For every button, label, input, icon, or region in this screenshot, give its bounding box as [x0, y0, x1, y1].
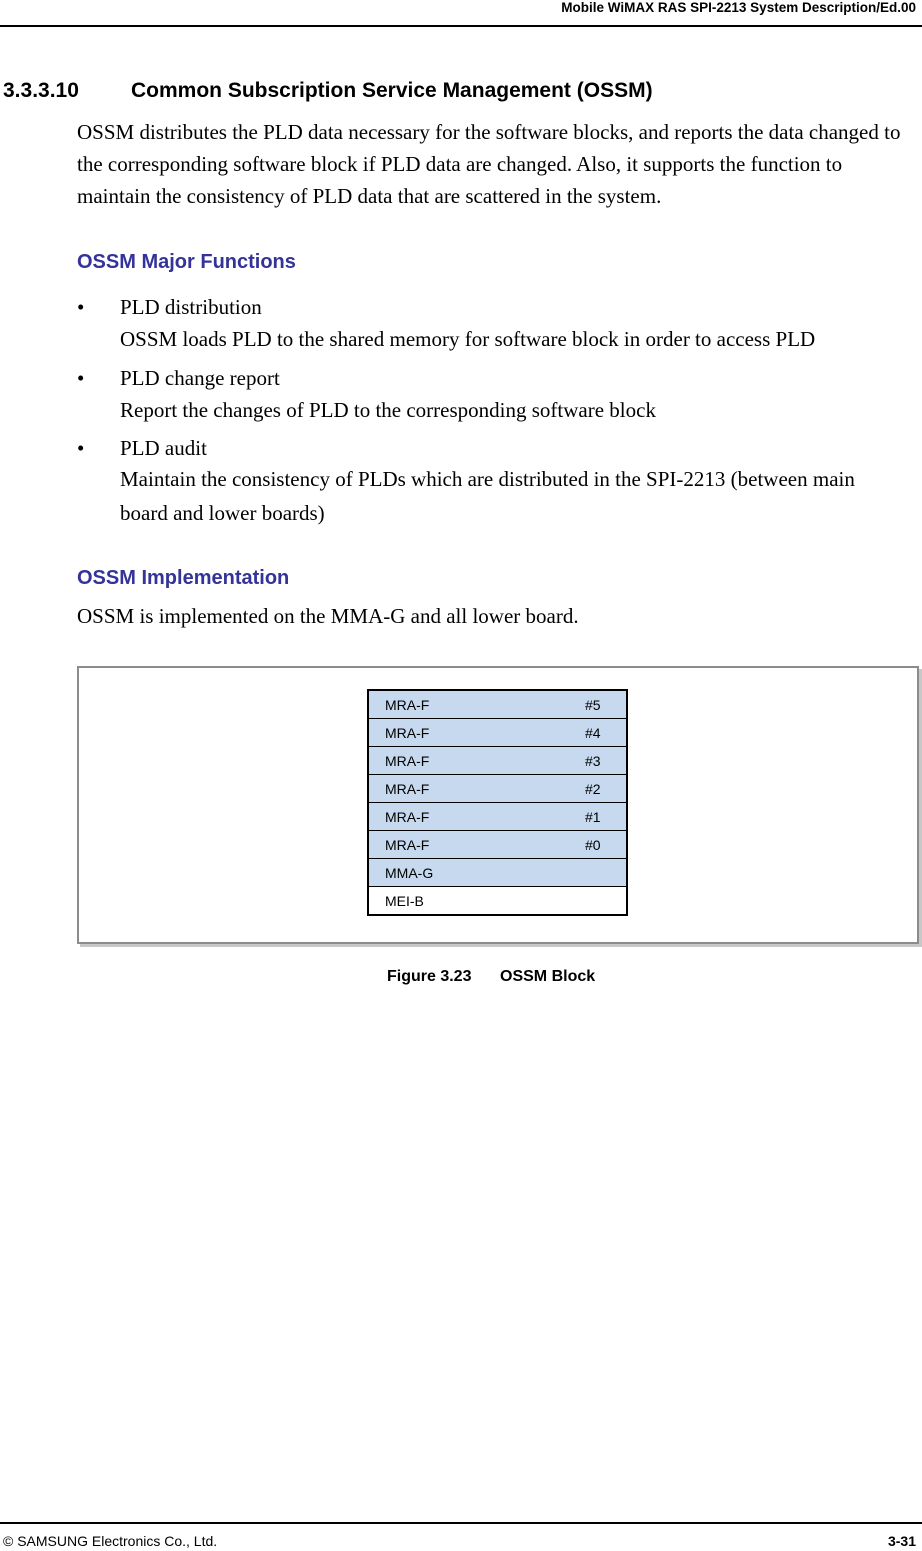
board-slot: #5 [585, 697, 601, 713]
bullet-glyph: • [77, 366, 85, 390]
figure-frame [77, 666, 919, 944]
board-block-mei-b [369, 887, 626, 914]
section-title: Common Subscription Service Management (OSSM) [131, 79, 653, 102]
bullet-description: OSSM loads PLD to the shared memory for software block in order to access PLD [120, 327, 816, 351]
bullet-title: PLD audit [120, 436, 207, 460]
board-block-mra-f-4 [369, 719, 626, 747]
board-name: MRA-F [385, 837, 430, 853]
bullet-glyph: • [77, 295, 85, 319]
section-number: 3.3.3.10 [3, 79, 79, 102]
footer-divider [0, 1522, 922, 1524]
board-slot: #2 [585, 781, 601, 797]
board-name: MMA-G [385, 865, 434, 881]
bullet-item [77, 436, 207, 461]
figure-caption-number: Figure 3.23 [387, 968, 472, 985]
bullet-glyph: • [77, 436, 85, 460]
section-heading [3, 79, 653, 103]
figure-caption [387, 968, 595, 986]
bullet-item [77, 366, 280, 391]
bullet-description: Maintain the consistency of PLDs which are distributed in the SPI-2213 (between main board and lower boards) [120, 467, 855, 525]
board-name: MEI-B [385, 893, 424, 909]
board-block-mra-f-3 [369, 747, 626, 775]
board-block-mra-f-1 [369, 803, 626, 831]
board-name: MRA-F [385, 809, 430, 825]
bullet-title: PLD change report [120, 366, 280, 390]
major-functions-heading: OSSM Major Functions [77, 251, 296, 273]
figure-caption-title: OSSM Block [500, 968, 596, 985]
board-name: MRA-F [385, 725, 430, 741]
board-name: MRA-F [385, 781, 430, 797]
running-header: Mobile WiMAX RAS SPI-2213 System Description/Ed.00 [561, 0, 916, 15]
footer-copyright: © SAMSUNG Electronics Co., Ltd. [3, 1533, 218, 1549]
implementation-heading: OSSM Implementation [77, 567, 290, 589]
bullet-description: Report the changes of PLD to the corresponding software block [120, 398, 656, 422]
board-name: MRA-F [385, 697, 430, 713]
board-slot: #3 [585, 753, 601, 769]
board-block-mra-f-0 [369, 831, 626, 859]
board-slot: #0 [585, 837, 601, 853]
header-divider [0, 25, 922, 27]
ossm-block-stack [367, 689, 628, 916]
bullet-item [77, 295, 262, 320]
page-number: 3-31 [887, 1533, 916, 1549]
board-slot: #1 [585, 809, 601, 825]
board-block-mma-g [369, 859, 626, 887]
board-slot: #4 [585, 725, 601, 741]
intro-paragraph: OSSM distributes the PLD data necessary for the software blocks, and reports the data changed to the corresponding software block if PLD data are changed. Also, it supports the function to maintain the consistency of PLD data that are scattered in the system. [77, 120, 901, 208]
bullet-title: PLD distribution [120, 295, 262, 319]
implementation-paragraph: OSSM is implemented on the MMA-G and all lower board. [77, 604, 579, 628]
board-name: MRA-F [385, 753, 430, 769]
board-block-mra-f-2 [369, 775, 626, 803]
board-block-mra-f-5 [369, 691, 626, 719]
